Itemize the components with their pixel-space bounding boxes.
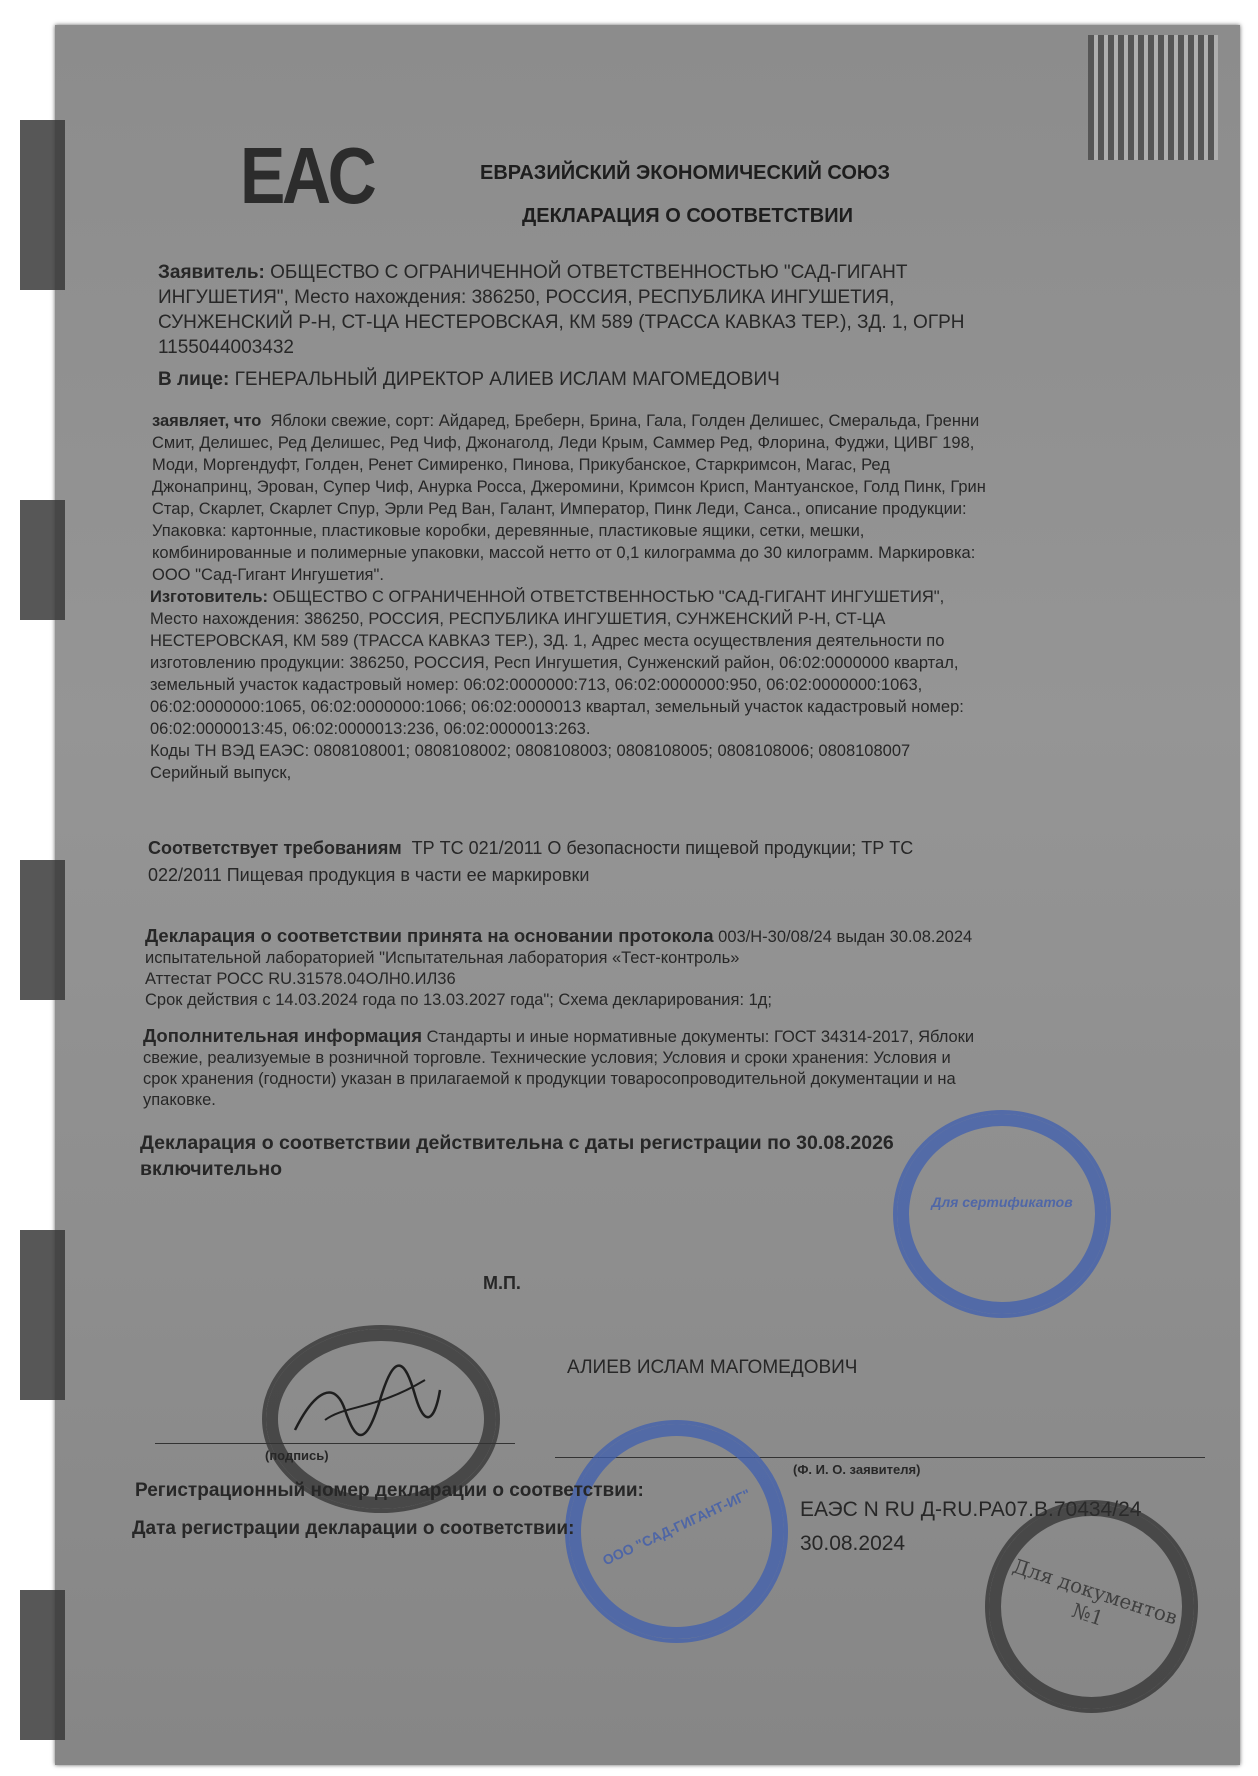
name-caption: (Ф. И. О. заявителя)	[793, 1462, 921, 1477]
binder-mark	[20, 120, 65, 290]
stamp-for-documents: Для документов №1	[985, 1500, 1198, 1713]
manufacturer-block: Изготовитель: ОБЩЕСТВО С ОГРАНИЧЕННОЙ ОТВЕТСТВЕННОСТЬЮ "САД-ГИГАНТ ИНГУШЕТИЯ", Место нахождения: 386250, РОССИЯ, РЕСПУБЛИКА ИНГУШЕТИЯ, СУНЖЕНСКИЙ Р-Н, СТ-ЦА НЕСТЕРОВСКАЯ, КМ 589 (ТРАССА КАВКАЗ ТЕР.), ЗД. 1, Адрес места осуществления деятельности по изготовлению продукции: 386250, РОССИЯ, Респ Ингушетия, Сунженский район, 06:02:0000000 квартал, земельный участок кадастровый номер: 06:02:0000000:713, 06:02:0000000:950, 06:02:0000000:1063, 06:02:0000000:1065, 06:02:0000000:1066; 06:02:0000013 квартал, земельный участок кадастровый номер: 06:02:0000013:45, 06:02:0000013:236, 06:02:0000013:263. Коды ТН ВЭД ЕАЭС: 0808108001; 0808108002; 0808108003; 0808108005; 0808108006; 0808108007 Серийный выпуск,	[150, 588, 964, 782]
compliance-label: Соответствует требованиям	[148, 838, 402, 858]
binder-mark	[20, 1230, 65, 1400]
document-title: ДЕКЛАРАЦИЯ О СООТВЕТСТВИИ	[522, 205, 853, 227]
qr-code	[1088, 35, 1218, 160]
compliance-block: Соответствует требованиям ТР ТС 021/2011 О безопасности пищевой продукции; ТР ТС 022/2011 Пищевая продукция в части ее маркировки	[148, 838, 914, 885]
binder-mark	[20, 860, 65, 1000]
signature-caption: (подпись)	[265, 1448, 329, 1463]
registration-number-label: Регистрационный номер декларации о соответствии:	[135, 1480, 644, 1501]
eac-logo: EAC	[240, 131, 374, 220]
basis-block: Декларация о соответствии принята на основании протокола 003/Н-30/08/24 выдан 30.08.2024 испытательной лабораторией "Испытательная лаборатория «Тест-контроль» Аттестат РОСС RU.31578.04ОЛН0.ИЛ36 Срок действия с 14.03.2024 года по 13.03.2027 года"; Схема декларирования: 1д;	[145, 925, 973, 1009]
applicant-name: АЛИЕВ ИСЛАМ МАГОМЕДОВИЧ	[567, 1357, 858, 1378]
declares-block: заявляет, что Яблоки свежие, сорт: Айдаред, Бреберн, Брина, Гала, Голден Делишес, Смеральда, Гренни Смит, Делишес, Ред Делишес, Ред Чиф, Джонаголд, Леди Крым, Саммер Ред, Флорина, Фуджи, ЦИВГ 198, Моди, Моргендуфт, Голден, Ренет Симиренко, Пинова, Прикубанское, Старкримсон, Магас, Ред Джонапринц, Эрован, Супер Чиф, Анурка Росса, Джеромини, Кримсон Крисп, Мантуанское, Голд Пинк, Грин Стар, Скарлет, Скарлет Спур, Эрли Ред Ван, Галант, Император, Пинк Леди, Санса., описание продукции: Упаковка: картонные, пластиковые коробки, деревянные, пластиковые ящики, сетки, мешки, комбинированные и полимерные упаковки, массой нетто от 0,1 килограмма до 30 килограмм. Маркировка: ООО "Сад-Гигант Ингушетия".	[152, 412, 986, 584]
representative: В лице: ГЕНЕРАЛЬНЫЙ ДИРЕКТОР АЛИЕВ ИСЛАМ МАГОМЕДОВИЧ	[158, 369, 780, 390]
applicant-label: Заявитель:	[158, 262, 265, 283]
stamp-sweet-life: Для сертификатов	[893, 1110, 1111, 1318]
registration-number-value: ЕАЭС N RU Д-RU.РА07.В.70434/24	[800, 1498, 1142, 1521]
mp-label: М.П.	[483, 1273, 521, 1293]
stamp-sad-gigant: ООО "САД-ГИГАНТ-ИГ"	[565, 1420, 788, 1643]
additional-label: Дополнительная информация	[143, 1025, 423, 1046]
manufacturer-label: Изготовитель:	[150, 588, 268, 606]
basis-label: Декларация о соответствии принята на основании протокола	[145, 925, 714, 946]
union-heading: ЕВРАЗИЙСКИЙ ЭКОНОМИЧЕСКИЙ СОЮЗ	[480, 162, 891, 184]
binder-mark	[20, 500, 65, 620]
signature-line	[155, 1443, 515, 1444]
validity-block: Декларация о соответствии действительна с даты регистрации по 30.08.2026 включительно	[140, 1132, 894, 1180]
declares-label: заявляет, что	[152, 412, 262, 430]
applicant-block: Заявитель: ОБЩЕСТВО С ОГРАНИЧЕННОЙ ОТВЕТСТВЕННОСТЬЮ "САД-ГИГАНТ ИНГУШЕТИЯ", Место нахождения: 386250, РОССИЯ, РЕСПУБЛИКА ИНГУШЕТИЯ, СУНЖЕНСКИЙ Р-Н, СТ-ЦА НЕСТЕРОВСКАЯ, КМ 589 (ТРАССА КАВКАЗ ТЕР.), ЗД. 1, ОГРН 1155044003432	[158, 262, 965, 358]
binder-mark	[20, 1590, 65, 1740]
registration-date-value: 30.08.2024	[800, 1532, 906, 1555]
additional-block: Дополнительная информация Стандарты и иные нормативные документы: ГОСТ 34314-2017, Яблоки свежие, реализуемые в розничной торговле. Технические условия; Условия и сроки хранения: Условия и срок хранения (годности) указан в прилагаемой к продукции товаросопроводительной документации и на упаковке.	[143, 1025, 975, 1109]
registration-date-label: Дата регистрации декларации о соответствии:	[132, 1518, 575, 1539]
